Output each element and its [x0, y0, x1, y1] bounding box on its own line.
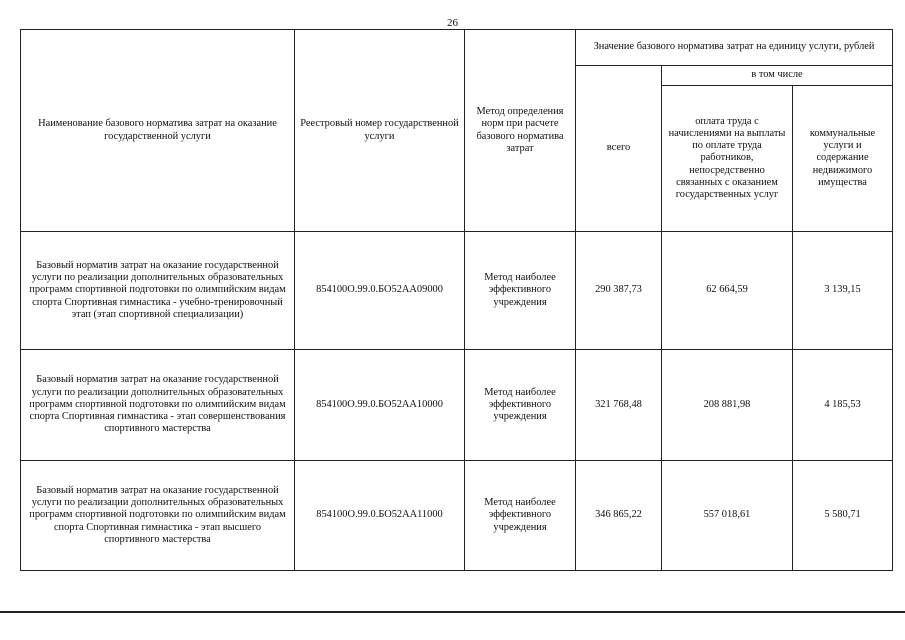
table-row — [21, 461, 893, 571]
header-labor-cost: оплата труда с начислениями на выплаты по оплате труда работников, непосредственно связанных с оказанием государственных услуг — [662, 86, 793, 232]
cell-labor-cost: 208 881,98 — [662, 350, 793, 461]
cell-labor-cost: 557 018,61 — [662, 461, 793, 571]
cell-utilities: 5 580,71 — [793, 461, 893, 571]
cell-registry-number: 854100О.99.0.БО52АА10000 — [295, 350, 465, 461]
cell-name: Базовый норматив затрат на оказание государственной услуги по реализации дополнительных образовательных программ спортивной подготовки по олимпийским видам спорта Спортивная гимнастика - учебно-тренировочный этап (этап спортивной специализации) — [21, 232, 295, 350]
header-row-top — [21, 30, 893, 66]
header-registry-number: Реестровый номер государственной услуги — [295, 30, 465, 232]
cell-registry-number: 854100О.99.0.БО52АА11000 — [295, 461, 465, 571]
cell-total: 346 865,22 — [576, 461, 662, 571]
table-row — [21, 350, 893, 461]
header-including: в том числе — [662, 66, 893, 86]
cell-name: Базовый норматив затрат на оказание государственной услуги по реализации дополнительных образовательных программ спортивной подготовки по олимпийским видам спорта Спортивная гимнастика - этап высшего спортивного мастерства — [21, 461, 295, 571]
cost-norms-table — [20, 29, 893, 571]
cell-labor-cost: 62 664,59 — [662, 232, 793, 350]
footer-divider — [0, 611, 905, 613]
cell-utilities: 3 139,15 — [793, 232, 893, 350]
cell-total: 321 768,48 — [576, 350, 662, 461]
cell-registry-number: 854100О.99.0.БО52АА09000 — [295, 232, 465, 350]
header-name: Наименование базового норматива затрат на оказание государственной услуги — [21, 30, 295, 232]
cell-method: Метод наиболее эффективного учреждения — [465, 461, 576, 571]
page-number: 26 — [447, 17, 458, 29]
header-utilities: коммунальные услуги и содержание недвижимого имущества — [793, 86, 893, 232]
header-total: всего — [576, 66, 662, 232]
cell-name: Базовый норматив затрат на оказание государственной услуги по реализации дополнительных образовательных программ спортивной подготовки по олимпийским видам спорта Спортивная гимнастика - этап совершенствования спортивного мастерства — [21, 350, 295, 461]
cell-method: Метод наиболее эффективного учреждения — [465, 232, 576, 350]
table-row — [21, 232, 893, 350]
header-value-group: Значение базового норматива затрат на единицу услуги, рублей — [576, 30, 893, 66]
cell-utilities: 4 185,53 — [793, 350, 893, 461]
cell-total: 290 387,73 — [576, 232, 662, 350]
cell-method: Метод наиболее эффективного учреждения — [465, 350, 576, 461]
header-method: Метод определения норм при расчете базового норматива затрат — [465, 30, 576, 232]
